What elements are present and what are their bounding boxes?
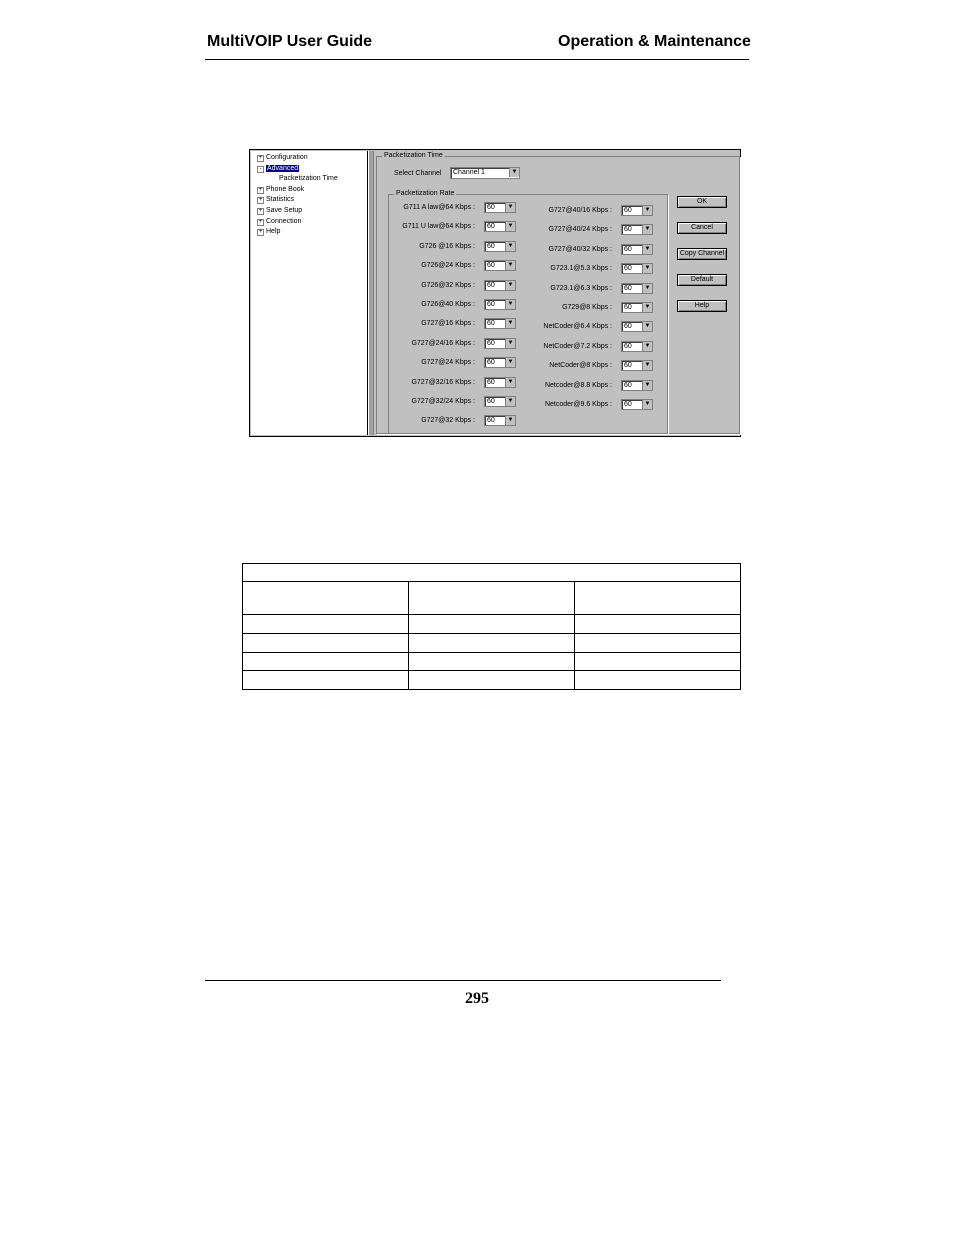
chevron-down-icon[interactable]: ▼ [642, 400, 652, 409]
rate-value: 60 [624, 226, 632, 234]
tree-item[interactable] [258, 153, 308, 162]
rate-select[interactable] [484, 415, 516, 426]
chevron-down-icon[interactable]: ▼ [642, 264, 652, 273]
expand-icon[interactable]: + [258, 197, 263, 204]
pane-splitter[interactable] [368, 151, 374, 435]
rate-value: 60 [487, 281, 495, 289]
rate-value: 60 [624, 401, 632, 408]
rate-label: G727@24/16 Kbps : [411, 339, 475, 347]
rate-select[interactable] [484, 396, 516, 407]
table-rule [243, 581, 740, 582]
rate-select[interactable] [484, 357, 516, 368]
expand-icon[interactable]: + [258, 155, 263, 161]
rate-label: G723.1@6.3 Kbps : [550, 284, 612, 292]
rate-select[interactable] [484, 377, 516, 388]
chevron-down-icon[interactable]: ▼ [642, 284, 652, 293]
rate-value: 60 [487, 223, 495, 231]
header-title-right: Operation & Maintenance [558, 33, 751, 50]
rate-value: 60 [487, 359, 495, 367]
rate-value: 60 [487, 378, 495, 386]
table-rule [243, 652, 740, 653]
rate-label: G727@32 Kbps : [421, 417, 475, 425]
rate-value: 60 [487, 320, 495, 328]
chevron-down-icon[interactable]: ▼ [642, 206, 652, 215]
rate-label: G727@40/24 Kbps : [548, 226, 612, 234]
rate-label: NetCoder@8 Kbps : [549, 362, 612, 370]
screenshot-window [249, 149, 741, 437]
header-rule [205, 59, 749, 60]
tree-item-label: Packetization Time [279, 175, 338, 183]
packetization-time-title: Packetization Time [384, 152, 443, 159]
chevron-down-icon[interactable]: ▼ [505, 339, 515, 348]
rate-select[interactable] [621, 302, 653, 313]
packetization-rate-title: Packetization Rate [396, 190, 455, 197]
chevron-down-icon[interactable]: ▼ [505, 416, 515, 425]
rate-select[interactable] [621, 360, 653, 371]
rate-select[interactable] [621, 244, 653, 255]
chevron-down-icon[interactable]: ▼ [642, 225, 652, 234]
chevron-down-icon[interactable]: ▼ [642, 342, 652, 351]
rate-select[interactable] [621, 224, 653, 235]
table-rule [243, 614, 740, 615]
rate-value: 60 [624, 304, 632, 311]
tree-item[interactable] [258, 206, 303, 215]
rate-select[interactable] [621, 321, 653, 332]
rate-value: 60 [624, 342, 632, 350]
rate-label: Netcoder@8.8 Kbps : [544, 381, 612, 389]
help-button[interactable]: Help [677, 300, 727, 312]
default-button[interactable]: Default [677, 274, 727, 286]
rate-select[interactable] [484, 241, 516, 252]
rate-select[interactable] [621, 399, 653, 410]
rate-value: 60 [624, 362, 632, 370]
tree-item-label: Connection [266, 217, 302, 225]
rate-label: NetCoder@7.2 Kbps : [543, 342, 612, 350]
rate-label: G711 U law@64 Kbps : [402, 223, 475, 231]
rate-label: G727@40/32 Kbps : [548, 245, 612, 253]
chevron-down-icon[interactable]: ▼ [642, 303, 652, 312]
rate-label: G727@16 Kbps : [421, 320, 475, 328]
tree-item[interactable] [258, 185, 305, 194]
header-title-left: MultiVOIP User Guide [207, 33, 373, 50]
page-number: 295 [465, 990, 489, 1007]
tree-item-label: Configuration [266, 154, 308, 161]
tree-item-label: Advanced [267, 164, 299, 172]
tree-item-label: Statistics [266, 196, 295, 204]
table-rule [243, 633, 740, 634]
rate-value: 60 [624, 381, 632, 389]
rate-label: G727@32/24 Kbps : [411, 398, 475, 405]
chevron-down-icon[interactable]: ▼ [505, 261, 515, 270]
data-table [242, 563, 741, 690]
rate-label: G726 @16 Kbps : [419, 242, 475, 250]
copy-channel-button[interactable]: Copy Channel [677, 248, 727, 260]
chevron-down-icon[interactable]: ▼ [505, 242, 515, 251]
chevron-down-icon[interactable]: ▼ [505, 222, 515, 231]
select-channel-label: Select Channel [394, 170, 442, 177]
tree-item[interactable] [258, 195, 295, 204]
cancel-button[interactable]: Cancel [677, 222, 727, 234]
rate-select[interactable] [484, 318, 516, 329]
chevron-down-icon[interactable]: ▼ [505, 319, 515, 328]
ok-button[interactable]: OK [677, 196, 727, 208]
rate-select[interactable] [484, 202, 516, 213]
collapse-icon[interactable]: - [257, 166, 264, 173]
tree-item-label: Help [266, 228, 281, 236]
rate-value: 60 [624, 284, 632, 292]
rate-value: 60 [487, 398, 495, 405]
rate-label: G726@40 Kbps : [421, 301, 475, 308]
rate-value: 60 [624, 207, 632, 214]
tree-item[interactable] [258, 217, 302, 226]
rate-select[interactable] [621, 263, 653, 274]
rate-label: G727@40/16 Kbps : [548, 207, 612, 214]
select-channel-value: Channel 1 [453, 169, 485, 176]
expand-icon[interactable]: + [258, 218, 263, 225]
tree-item[interactable] [279, 174, 338, 183]
chevron-down-icon[interactable]: ▼ [642, 322, 652, 331]
chevron-down-icon[interactable]: ▼ [505, 358, 515, 367]
rate-label: G727@32/16 Kbps : [411, 378, 475, 386]
rate-select[interactable] [484, 221, 516, 232]
rate-value: 60 [624, 245, 632, 253]
rate-select[interactable] [621, 283, 653, 294]
rate-select[interactable] [621, 380, 653, 391]
rate-value: 60 [487, 301, 495, 308]
tree-item[interactable] [258, 227, 281, 236]
rate-value: 60 [487, 417, 495, 425]
table-col-divider [574, 581, 575, 689]
table-col-divider [408, 581, 409, 689]
chevron-down-icon[interactable]: ▼ [505, 397, 515, 406]
table-rule [243, 670, 740, 671]
rate-label: G726@32 Kbps : [421, 281, 475, 289]
rate-value: 60 [487, 242, 495, 250]
rate-select[interactable] [621, 205, 653, 216]
rate-label: G727@24 Kbps : [421, 359, 475, 367]
tree-item-label: Phone Book [266, 185, 305, 193]
nav-tree [251, 151, 368, 435]
footer-rule [205, 980, 721, 981]
expand-icon[interactable]: + [258, 208, 263, 214]
expand-icon[interactable]: + [258, 186, 263, 193]
tree-item[interactable] [259, 164, 299, 173]
rate-value: 60 [487, 204, 495, 211]
chevron-down-icon[interactable]: ▼ [642, 381, 652, 390]
chevron-down-icon[interactable]: ▼ [505, 203, 515, 212]
rate-select[interactable] [484, 260, 516, 271]
rate-value: 60 [487, 262, 495, 270]
rate-value: 60 [624, 265, 632, 273]
chevron-down-icon[interactable]: ▼ [642, 361, 652, 370]
select-channel-combo[interactable] [450, 167, 520, 179]
chevron-down-icon[interactable]: ▼ [509, 168, 519, 177]
rate-select[interactable] [484, 280, 516, 291]
tree-item-label: Save Setup [266, 207, 303, 214]
expand-icon[interactable]: + [258, 229, 263, 236]
rate-label: Netcoder@9.6 Kbps : [544, 401, 612, 408]
rate-select[interactable] [484, 299, 516, 310]
chevron-down-icon[interactable]: ▼ [505, 281, 515, 290]
rate-value: 60 [624, 323, 632, 331]
rate-select[interactable] [484, 338, 516, 349]
rate-label: G723.1@5.3 Kbps : [550, 265, 612, 273]
chevron-down-icon[interactable]: ▼ [505, 300, 515, 309]
rate-label: G729@8 Kbps : [562, 304, 612, 311]
rate-value: 60 [487, 339, 495, 347]
rate-label: NetCoder@6.4 Kbps : [543, 323, 612, 331]
rate-label: G726@24 Kbps : [421, 262, 475, 270]
chevron-down-icon[interactable]: ▼ [642, 245, 652, 254]
rate-select[interactable] [621, 341, 653, 352]
rate-label: G711 A law@64 Kbps : [403, 204, 475, 211]
chevron-down-icon[interactable]: ▼ [505, 378, 515, 387]
